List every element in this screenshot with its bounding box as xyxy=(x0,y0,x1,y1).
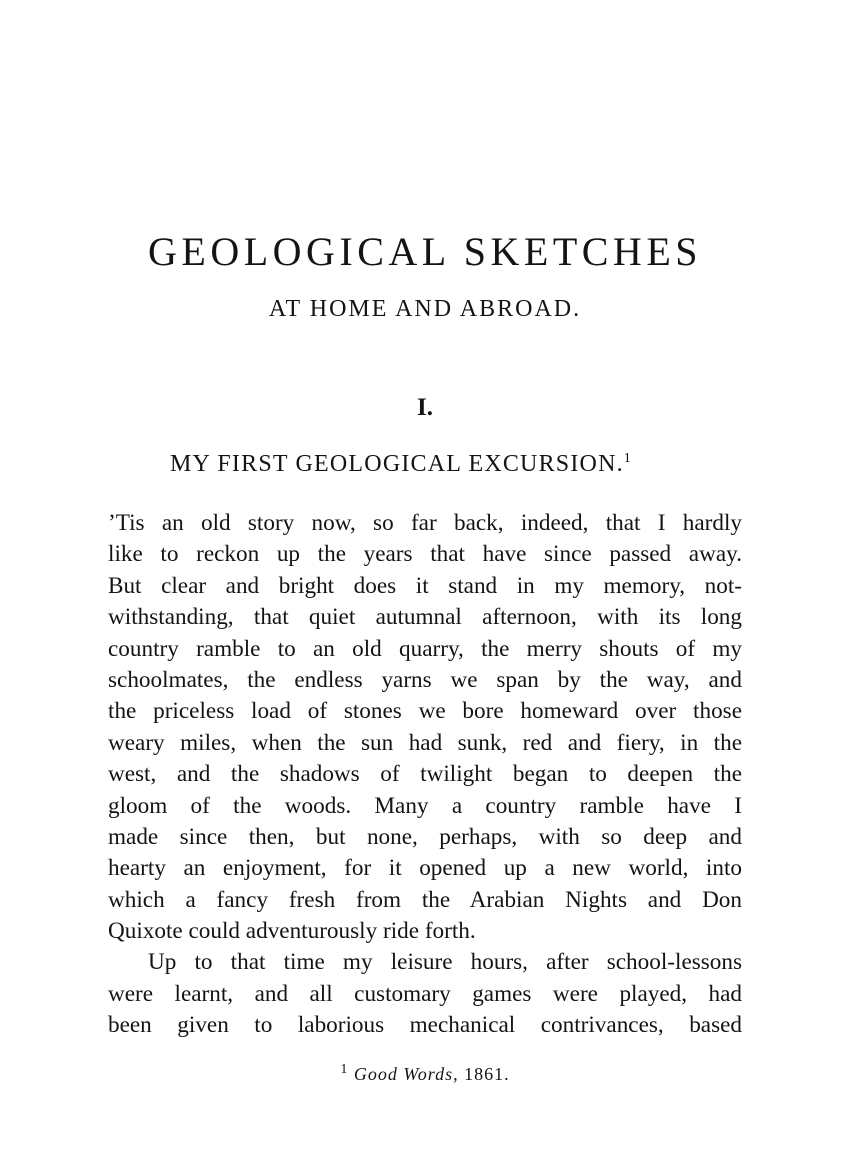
text-line: been given to laborious mechanical contrivances, based xyxy=(108,1012,742,1039)
text-line: schoolmates, the endless yarns we span by the way, and xyxy=(108,666,742,693)
text-line: gloom of the woods. Many a country ramble have I xyxy=(108,792,742,819)
footnote xyxy=(0,1062,850,1086)
body-text xyxy=(108,508,742,1042)
text-line: made since then, but none, perhaps, with so deep and xyxy=(108,823,742,850)
footnote-year: 1861. xyxy=(464,1064,510,1084)
chapter-title xyxy=(170,448,710,480)
footnote-marker: 1 xyxy=(340,1062,349,1077)
text-line: weary miles, when the sun had sunk, red and fiery, in the xyxy=(108,729,742,756)
chapter-number: I. xyxy=(417,394,433,421)
text-line: Quixote could adventurously ride forth. xyxy=(108,918,476,945)
book-title: GEOLOGICAL SKETCHES xyxy=(148,229,702,274)
text-line: which a fancy fresh from the Arabian Nights and Don xyxy=(108,886,742,913)
text-line: ’Tis an old story now, so far back, indeed, that I hardly xyxy=(108,510,742,536)
footnote-source: Good Words, xyxy=(353,1064,459,1084)
text-line: west, and the shadows of twilight began to deepen the xyxy=(108,761,742,788)
text-line: country ramble to an old quarry, the merry shouts of my xyxy=(108,635,742,662)
chapter-title-text: MY FIRST GEOLOGICAL EXCURSION. xyxy=(170,451,624,477)
text-line: withstanding, that quiet autumnal afternoon, with its long xyxy=(108,604,742,631)
text-line: But clear and bright does it stand in my memory, not- xyxy=(108,572,742,599)
footnote-marker: 1 xyxy=(623,451,632,466)
text-line: hearty an enjoyment, for it opened up a new world, into xyxy=(108,855,742,882)
text-line: the priceless load of stones we bore homeward over those xyxy=(108,698,742,725)
book-subtitle: AT HOME AND ABROAD. xyxy=(268,296,582,322)
text-line: Up to that time my leisure hours, after school-lessons xyxy=(148,949,742,976)
text-line: were learnt, and all customary games were played, had xyxy=(108,980,742,1007)
text-line: like to reckon up the years that have since passed away. xyxy=(108,541,742,568)
